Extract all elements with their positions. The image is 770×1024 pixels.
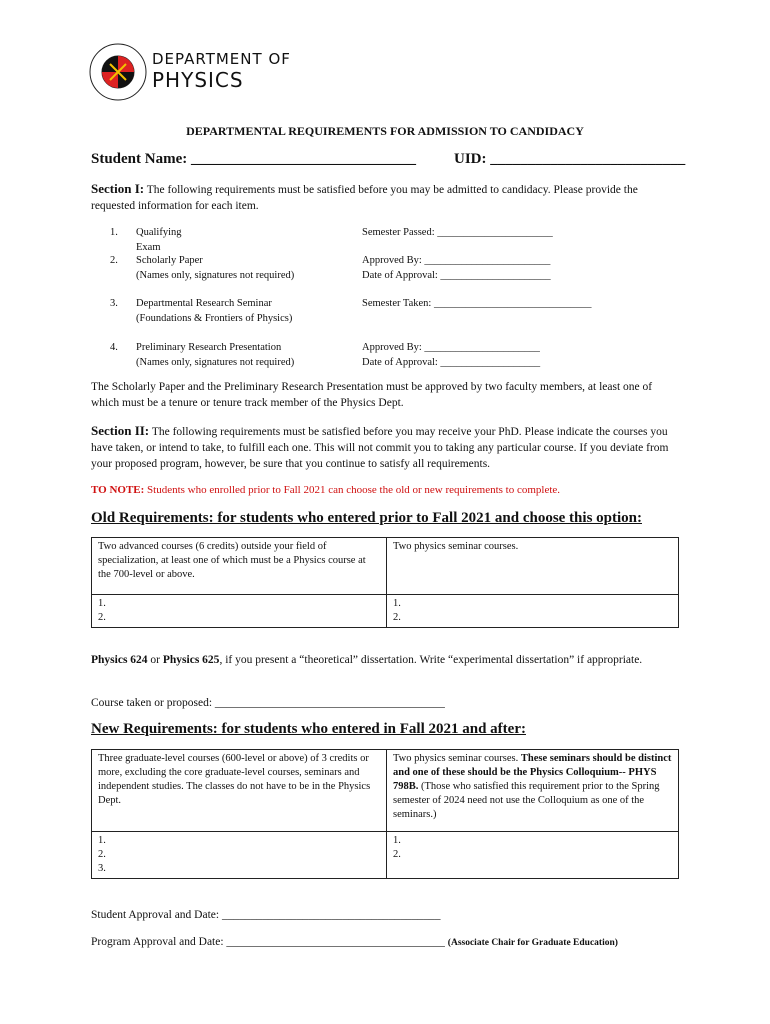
new-req-col1-desc: Three graduate-level courses (600-level or above) of 3 credits or more, excluding the core graduate-level courses, seminars and independent studies. The classes do not have to be in the Physics Dept. xyxy=(92,750,387,832)
new-requirements-heading: New Requirements: for students who entered in Fall 2021 and after: xyxy=(91,721,526,737)
program-approval-note: (Associate Chair for Graduate Education) xyxy=(447,938,618,948)
section-2-intro xyxy=(91,423,681,472)
date-of-approval-field[interactable]: Date of Approval: _____________________ xyxy=(362,270,551,281)
department-logo-text xyxy=(152,52,291,90)
old-req-col2-desc: Two physics seminar courses. xyxy=(387,538,679,595)
section-2-text: The following requirements must be satisfied before you may receive your PhD. Please indicate the courses you have taken, or intend to take, to fulfill each one. This will not commit you to taking any particular course. If you deviate from your proposed program, however, be sure that you continue to satisfy all requirements. xyxy=(91,426,669,470)
date-of-approval-field[interactable]: Date of Approval: ___________________ xyxy=(362,357,541,368)
approved-by-field[interactable]: Approved By: ______________________ xyxy=(362,342,540,353)
uid-field[interactable] xyxy=(454,151,685,168)
semester-passed-field[interactable]: Semester Passed: ______________________ xyxy=(362,227,553,238)
section-1-intro xyxy=(91,181,681,214)
program-approval-field[interactable]: Program Approval and Date: ______________________________________ xyxy=(91,936,445,948)
to-note xyxy=(91,482,681,498)
program-approval-line xyxy=(91,934,691,951)
physics-note: Physics 624 or Physics 625, if you present a “theoretical” dissertation. Write “experimental dissertation” if appropriate. xyxy=(91,654,643,666)
approval-note: The Scholarly Paper and the Preliminary Research Presentation must be approved by two faculty members, at least one of which must be a tenure or tenure track member of the Physics Dept. xyxy=(91,381,653,409)
section-1-text: The following requirements must be satisfied before you may be admitted to candidacy. Please provide the requested information for each item. xyxy=(91,184,638,212)
new-req-col2-entries[interactable]: 1. 2. xyxy=(387,832,679,879)
old-req-col2-entries[interactable]: 1. 2. xyxy=(387,595,679,628)
physics-text: PHYSICS xyxy=(152,68,244,92)
old-req-col1-desc: Two advanced courses (6 credits) outside your field of specialization, at least one of which must be a Physics course at the 700-level or above. xyxy=(92,538,387,595)
student-name-blank[interactable]: ______________________________ xyxy=(191,151,416,167)
university-seal-logo xyxy=(88,42,148,102)
old-req-col1-entries[interactable]: 1. 2. xyxy=(92,595,387,628)
approved-by-field[interactable]: Approved By: ________________________ xyxy=(362,255,551,266)
section-2-label: Section II: xyxy=(91,423,150,438)
old-requirements-heading: Old Requirements: for students who entered prior to Fall 2021 and choose this option: xyxy=(91,510,642,526)
section-1-label: Section I: xyxy=(91,181,145,196)
to-note-text: Students who enrolled prior to Fall 2021 can choose the old or new requirements to complete. xyxy=(147,484,561,496)
uid-label: UID: xyxy=(454,151,487,167)
uid-blank[interactable]: __________________________ xyxy=(490,151,686,167)
student-name-field[interactable] xyxy=(91,151,416,168)
student-approval-field[interactable]: Student Approval and Date: ______________________________________ xyxy=(91,909,441,921)
new-req-col2-desc: Two physics seminar courses. These seminars should be distinct and one of these should be the Physics Colloquium-- PHYS 798B. (Those who satisfied this requirement prior to the Spring semester of 2024 need not use the Colloquium as one of the seminars.) xyxy=(387,750,679,832)
course-taken-field[interactable]: Course taken or proposed: ________________________________________ xyxy=(91,697,445,709)
student-name-label: Student Name: xyxy=(91,151,188,167)
old-requirements-table xyxy=(91,537,679,628)
new-requirements-table xyxy=(91,749,679,879)
new-req-col1-entries[interactable]: 1. 2. 3. xyxy=(92,832,387,879)
department-of-text: DEPARTMENT OF xyxy=(152,50,291,68)
section-1-list: 1. Qualifying Exam Semester Passed: ______________________ 2. Scholarly Paper (Names only, signatures not required) Approved By: ________________________ Date of Approval: _____________________ 3. Departmental Research Seminar (Foundations & Frontiers of Physics) Semester Taken: ______________________________ 4. Preliminary Research Presentation (Names only, signatures not required) Approved By: ______________________ Date of Approval: ___________________ xyxy=(110,227,592,368)
page-title: DEPARTMENTAL REQUIREMENTS FOR ADMISSION TO CANDIDACY xyxy=(186,124,584,138)
to-note-label: TO NOTE: xyxy=(91,484,145,496)
semester-taken-field[interactable]: Semester Taken: ______________________________ xyxy=(362,298,592,309)
